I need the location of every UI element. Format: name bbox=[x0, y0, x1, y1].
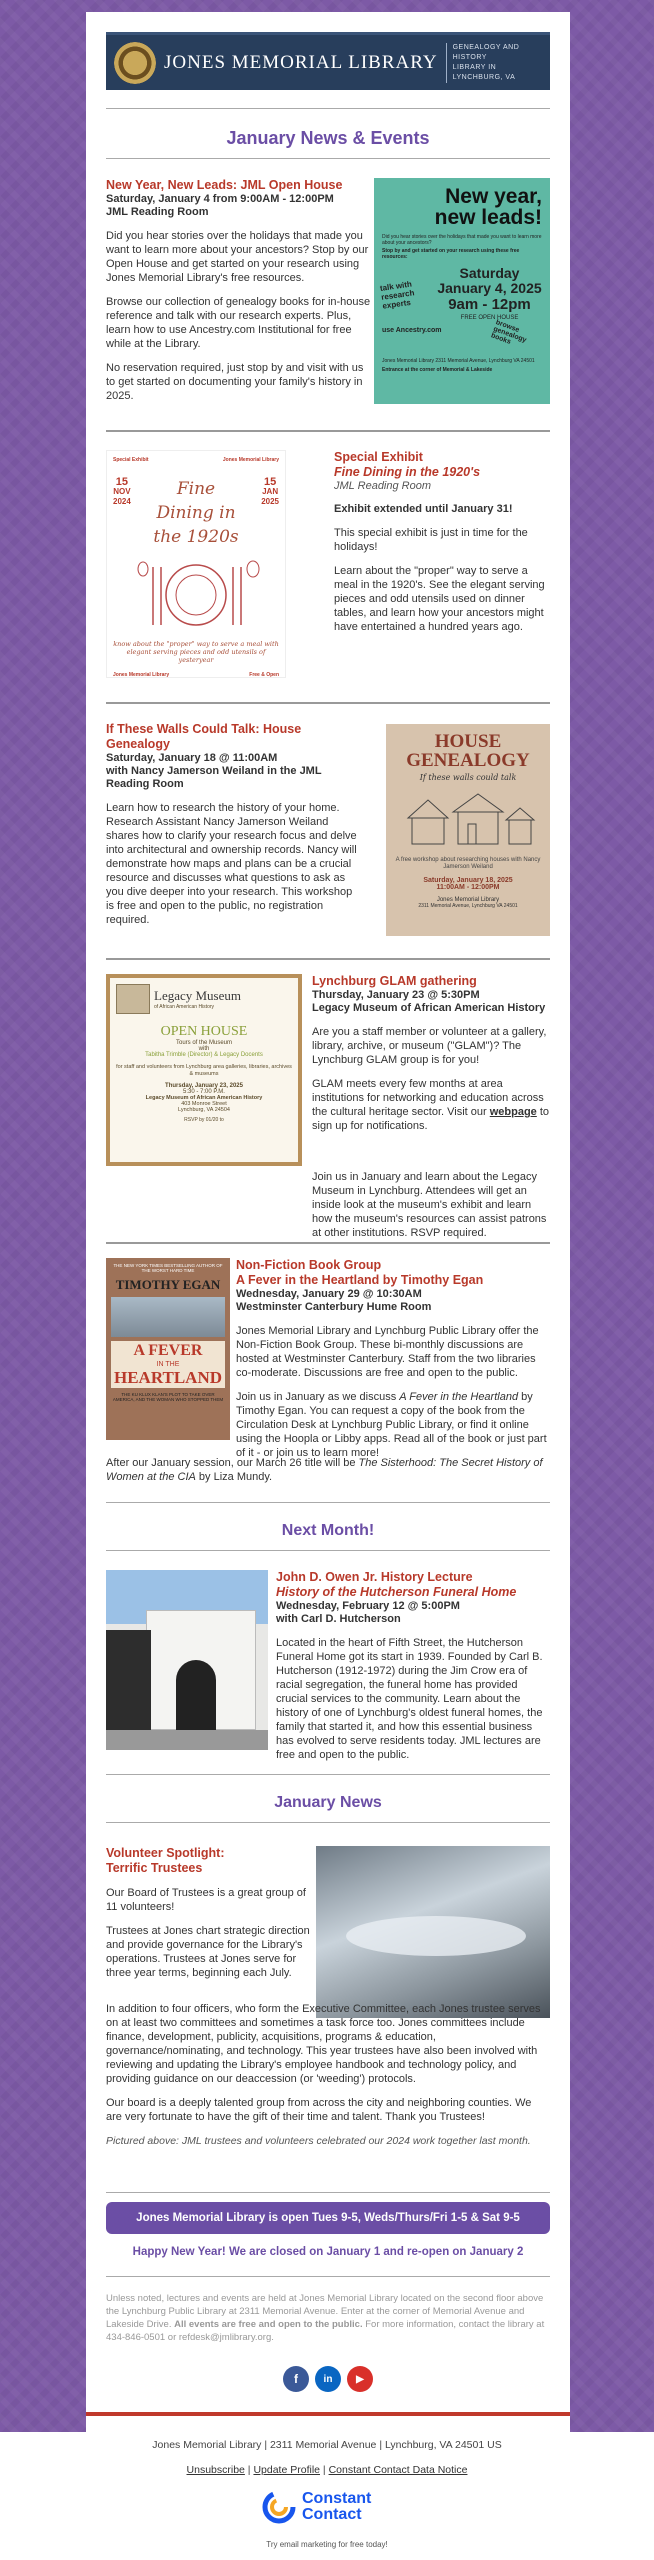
library-hours-button[interactable]: Jones Memorial Library is open Tues 9-5, Weds/Thurs/Fri 1-5 & Sat 9-5 bbox=[106, 2202, 550, 2234]
divider bbox=[106, 2276, 550, 2277]
event-text: GLAM meets every few months at area institutions for networking and education across the cultural heritage sector. Visit our webpage to sign up for notifications. bbox=[312, 1078, 550, 1132]
place-setting-icon bbox=[113, 555, 279, 635]
facebook-icon[interactable]: f bbox=[283, 2366, 309, 2392]
update-profile-link[interactable]: Update Profile bbox=[253, 2464, 320, 2476]
event-glam bbox=[312, 974, 550, 1133]
library-banner[interactable] bbox=[106, 32, 550, 90]
event-date: Saturday, January 4 from 9:00AM - 12:00PM bbox=[106, 193, 334, 205]
divider bbox=[106, 108, 550, 109]
data-notice-link[interactable]: Constant Contact Data Notice bbox=[328, 2464, 468, 2476]
event-label: Special Exhibit bbox=[334, 450, 423, 464]
banner-subtitle: GENEALOGY AND HISTORY LIBRARY IN LYNCHBURG, VA bbox=[446, 43, 542, 83]
photo-caption: Pictured above: JML trustees and volunteers celebrated our 2024 work together last month. bbox=[106, 2135, 531, 2147]
constant-contact-icon bbox=[262, 2490, 296, 2524]
footer-address: Jones Memorial Library | 2311 Memorial Avenue | Lynchburg, VA 24501 US bbox=[152, 2439, 502, 2451]
event-label: John D. Owen Jr. History Lecture bbox=[276, 1570, 473, 1584]
library-seal-logo bbox=[114, 42, 156, 84]
museum-building-icon bbox=[116, 984, 150, 1014]
news-text: Our Board of Trustees is a great group of 11 volunteers! bbox=[106, 1887, 306, 1913]
event-place: JML Reading Room bbox=[106, 206, 209, 218]
email-body bbox=[86, 12, 570, 2432]
event-date: Wednesday, February 12 @ 5:00PM bbox=[276, 1600, 460, 1612]
news-trustees-more bbox=[106, 2002, 550, 2148]
divider bbox=[106, 1242, 550, 1244]
event-text: Learn about the "proper" way to serve a meal in the 1920's. See the elegant serving pieces and odd utensils used on dinner tables, and learn how your ancestors might have entertained a hundred years ago. bbox=[334, 565, 545, 633]
closed-notice: Happy New Year! We are closed on January 1 and re-open on January 2 bbox=[132, 2246, 524, 2258]
event-history-lecture bbox=[276, 1570, 550, 1762]
news-trustees bbox=[106, 1846, 310, 1980]
footer-tagline: Try email marketing for free today! bbox=[266, 2540, 388, 2549]
event-with: with Carl D. Hutcherson bbox=[276, 1613, 401, 1625]
news-text: Our board is a deeply talented group from across the city and neighboring counties. We are very fortunate to have the gift of their time and talent. Thank you Trustees! bbox=[106, 2097, 532, 2123]
event-title: Lynchburg GLAM gathering bbox=[312, 974, 477, 988]
event-place: JML Reading Room bbox=[334, 480, 432, 492]
event-title: If These Walls Could Talk: House Genealogy bbox=[106, 722, 302, 751]
book-cover-fever-heartland[interactable]: THE NEW YORK TIMES BESTSELLING AUTHOR OF THE WORST HARD TIME TIMOTHY EGAN A FEVER IN THE HEARTLAND THE KU KLUX KLAN'S PLOT TO TAKE OVER AMERICA, AND THE WOMAN WHO STOPPED THEM bbox=[106, 1258, 230, 1440]
houses-drawing-icon bbox=[398, 788, 538, 848]
divider bbox=[106, 430, 550, 432]
event-extended: Exhibit extended until January 31! bbox=[334, 503, 513, 515]
event-book-next bbox=[106, 1456, 550, 1484]
event-text: After our January session, our March 26 title will be The Sisterhood: The Secret History of Women at the CIA by Liza Mundy. bbox=[106, 1457, 543, 1483]
trustees-photo[interactable] bbox=[316, 1846, 550, 2018]
house-genealogy-poster[interactable]: HOUSE GENEALOGY If these walls could talk A free workshop about researching houses with Nancy Jamerson Weiland Saturday, January 18, 2025 11:00AM - 12:00PM Jones Memorial Library 2311 Memorial Avenue, Lynchburg VA 24501 bbox=[386, 724, 550, 936]
constant-contact-logo[interactable]: Constant Contact bbox=[262, 2490, 371, 2524]
event-date: Wednesday, January 29 @ 10:30AM bbox=[236, 1288, 422, 1300]
event-label: Non-Fiction Book Group bbox=[236, 1258, 382, 1272]
divider bbox=[106, 958, 550, 960]
divider bbox=[106, 1774, 550, 1775]
glam-webpage-link[interactable]: webpage bbox=[489, 1106, 537, 1118]
divider bbox=[106, 2192, 550, 2193]
news-title: Terrific Trustees bbox=[106, 1861, 203, 1875]
event-title: Fine Dining in the 1920's bbox=[334, 465, 481, 479]
section-title: January News bbox=[274, 1794, 382, 1811]
news-title: Volunteer Spotlight: bbox=[106, 1846, 225, 1860]
event-text: Browse our collection of genealogy books for in-house reference and talk with our research experts. Plus, learn how to use Ancestry.com Institutional for free while at the Library. bbox=[106, 296, 371, 350]
event-date: Saturday, January 18 @ 11:00AM bbox=[106, 752, 278, 764]
event-place: Legacy Museum of African American History bbox=[312, 1002, 546, 1014]
footnote: Unless noted, lectures and events are held at Jones Memorial Library located on the second floor above the Lynchburg Public Library at 2311 Memorial Avenue. Enter at the corner of Memorial Avenue and Lakeside Drive. All events are free and open to the public. For more information, contact the library at 434-846-0501 or refdesk@jmlibrary.org. bbox=[106, 2293, 545, 2343]
funeral-home-photo[interactable] bbox=[106, 1570, 268, 1750]
open-house-poster[interactable]: New year, new leads! Did you hear stories over the holidays that made you want to learn more about your ancestors? Stop by and get started on your research using these free resources: talk with research experts Saturday January 4, 2025 9am - 12pm FREE OPEN HOUSE use Ancestry.com browse genealogy books Jones Memorial Library 2311 Memorial Avenue, Lynchburg VA 24501 Entrance at the corner of Memorial & Lakeside bbox=[374, 178, 550, 404]
linkedin-icon[interactable]: in bbox=[315, 2366, 341, 2392]
event-house-genealogy bbox=[106, 722, 361, 927]
event-with: with Nancy Jamerson Weiland in the JML Reading Room bbox=[106, 765, 322, 790]
event-text: Join us in January and learn about the Legacy Museum in Lynchburg. Attendees will get an inside look at the museum's exhibit and learn how the museum's resources can assist patrons at other institutions. RSVP required. bbox=[312, 1171, 547, 1239]
event-text: Located in the heart of Fifth Street, the Hutcherson Funeral Home got its start in 1939. Founded by Carl B. Hutcherson (1912-1972) during the Jim Crow era of racial segregation, the funeral home has provided crucial services to the community. Learn about the history of one of Lynchburg's oldest funeral homes, the family that started it, and how this essential business has evolved to serve residents today. JML lectures are free and open to the public. bbox=[276, 1637, 543, 1761]
section-title: January News & Events bbox=[226, 128, 430, 148]
divider bbox=[106, 702, 550, 704]
youtube-icon[interactable]: ▶ bbox=[347, 2366, 373, 2392]
event-title: New Year, New Leads: JML Open House bbox=[106, 178, 343, 192]
event-book-group bbox=[236, 1258, 550, 1460]
event-title: History of the Hutcherson Funeral Home bbox=[276, 1585, 517, 1599]
unsubscribe-link[interactable]: Unsubscribe bbox=[186, 2464, 245, 2476]
event-title: A Fever in the Heartland by Timothy Egan bbox=[236, 1273, 484, 1287]
event-text: No reservation required, just stop by and visit with us to get started on documenting your family's history in 2025. bbox=[106, 362, 364, 402]
banner-title: JONES MEMORIAL LIBRARY bbox=[164, 51, 438, 73]
footer-links: Unsubscribe | Update Profile | Constant Contact Data Notice bbox=[186, 2464, 468, 2476]
event-text: Did you hear stories over the holidays that made you want to learn more about your ancestors? Stop by our Open House and get started on your research using Jones Memorial Library's free resources. bbox=[106, 230, 369, 284]
event-open-house bbox=[106, 178, 371, 403]
bottom-stripe bbox=[86, 2412, 570, 2416]
divider bbox=[106, 1822, 550, 1823]
event-fine-dining bbox=[334, 450, 550, 634]
event-text: This special exhibit is just in time for the holidays! bbox=[334, 527, 528, 553]
divider bbox=[106, 1550, 550, 1551]
section-title: Next Month! bbox=[281, 1522, 375, 1539]
event-glam-more bbox=[106, 1170, 550, 1240]
news-text: In addition to four officers, who form the Executive Committee, each Jones trustee serves on at least two committees and sometimes a task force too. Jones committees include finance, development, publicity, acquisitions, programs & education, governance/nominating, and technology. This year trustees have also been involved with reviewing and updating the Library's employee handbook and technology policy, and providing guidance on our deaccession (or 'weeding') protocols. bbox=[106, 2003, 541, 2085]
event-text: Learn how to research the history of your home. Research Assistant Nancy Jamerson Weiland shares how to clarify your research focus and delve into architectural and ownership records. Nancy will demonstrate how maps and plans can be a crucial resource and discusses what questions to ask as you dive deeper into your research. This workshop is free and open to the public, no registration required. bbox=[106, 802, 357, 926]
event-date: Thursday, January 23 @ 5:30PM bbox=[312, 989, 480, 1001]
fine-dining-poster[interactable]: Special Exhibit Jones Memorial Library 15 NOV 2024 Fine Dining in the 1920s 15 JAN 2025 know about the "proper" way to serve a meal with elegant serving pieces and odd utensils of yesteryear Jones Memorial Library Free & Open bbox=[106, 450, 286, 678]
divider bbox=[106, 158, 550, 159]
event-text: Are you a staff member or volunteer at a gallery, library, archive, or museum ("GLAM")? The Lynchburg GLAM group is for you! bbox=[312, 1026, 547, 1066]
legacy-museum-poster[interactable]: Legacy Museum of African American History OPEN HOUSE Tours of the Museum with Tabitha Trimble (Director) & Legacy Docents for staff and volunteers from Lynchburg area galleries, libraries, archives & museums Thursday, January 23, 2025 5:30 - 7:00 P.M. Legacy Museum of African American History 403 Monroe Street Lynchburg, VA 24504 RSVP by 01/20 to bbox=[106, 974, 302, 1166]
divider bbox=[106, 1502, 550, 1503]
event-text: Jones Memorial Library and Lynchburg Public Library offer the Non-Fiction Book Group. These bi-monthly discussions are hosted at Westminster Canterbury. Staff from the two libraries co-moderate. Discussions are free and open to the public. bbox=[236, 1325, 539, 1379]
event-place: Westminster Canterbury Hume Room bbox=[236, 1301, 432, 1313]
event-text: Join us in January as we discuss A Fever in the Heartland by Timothy Egan. You can request a copy of the book from the Circulation Desk at Lynchburg Public Library, or find it online using the Hoopla or Libby apps. Read all of the book or just part of it - or join us to learn more! bbox=[236, 1391, 547, 1459]
social-links bbox=[86, 2366, 570, 2392]
news-text: Trustees at Jones chart strategic direction and provide governance for the Library's operations. Trustees at Jones serve for three year terms, beginning each July. bbox=[106, 1925, 310, 1979]
